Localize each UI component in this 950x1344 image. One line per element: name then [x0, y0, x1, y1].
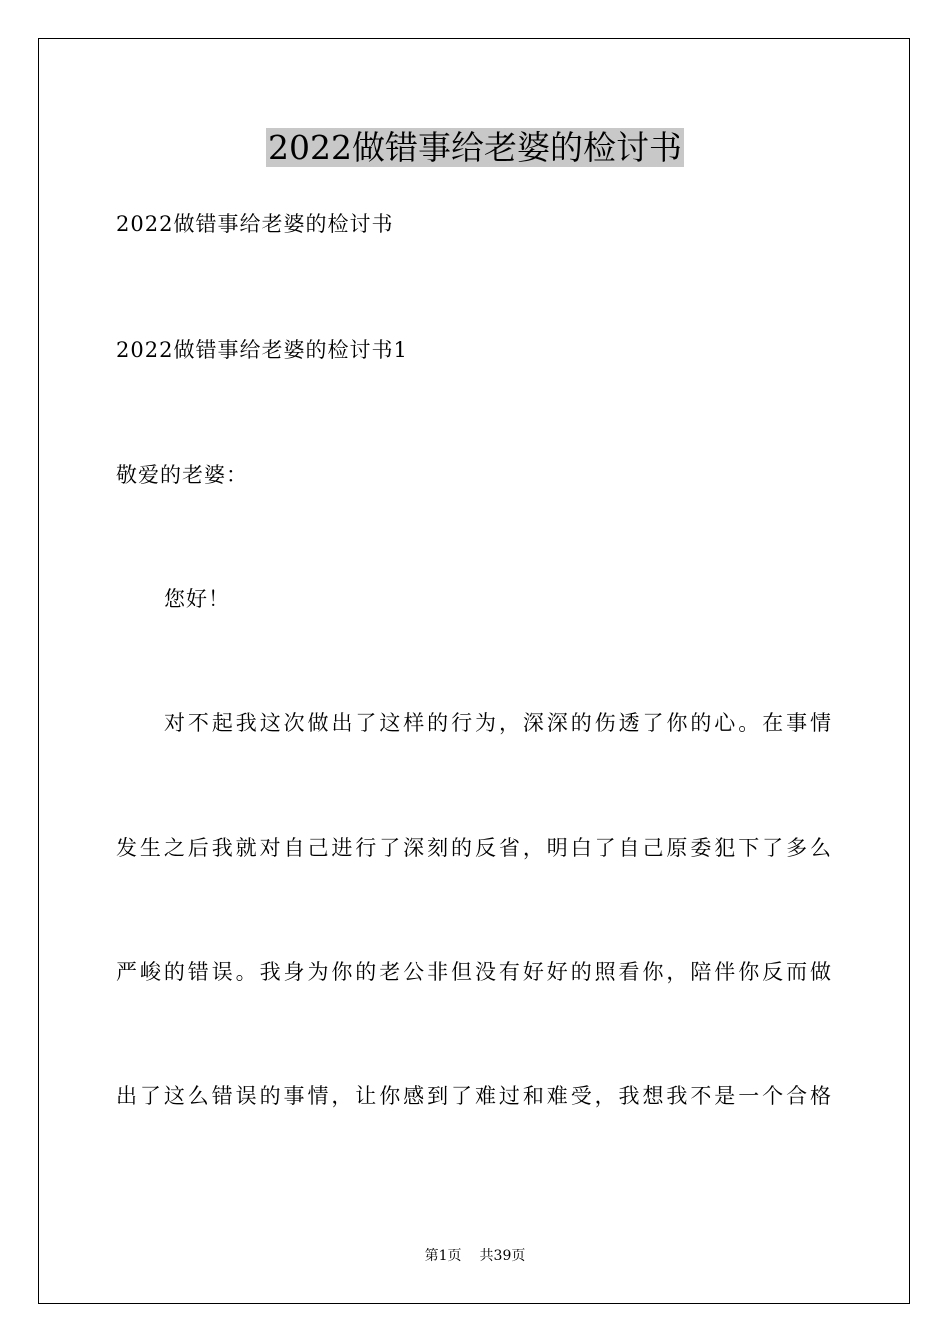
document-title-text: 2022做错事给老婆的检讨书: [268, 128, 682, 167]
salutation: 敬爱的老婆：: [116, 463, 248, 487]
page-footer: [0, 1246, 950, 1266]
document-title: [0, 126, 950, 170]
section-heading: 2022做错事给老婆的检讨书1: [116, 338, 408, 362]
body-line-3: 严峻的错误。我身为你的老公非但没有好好的照看你，陪伴你反而做: [116, 960, 832, 984]
greeting: 您好！: [164, 587, 230, 611]
body-line-4: 出了这么错误的事情，让你感到了难过和难受，我想我不是一个合格: [116, 1084, 832, 1108]
page-total: 共39页: [479, 1248, 526, 1264]
page-number: 第1页: [424, 1248, 462, 1264]
subtitle-line: 2022做错事给老婆的检讨书: [116, 212, 394, 236]
body-line-1: 对不起我这次做出了这样的行为，深深的伤透了你的心。在事情: [164, 711, 832, 735]
body-line-2: 发生之后我就对自己进行了深刻的反省，明白了自己原委犯下了多么: [116, 836, 832, 860]
